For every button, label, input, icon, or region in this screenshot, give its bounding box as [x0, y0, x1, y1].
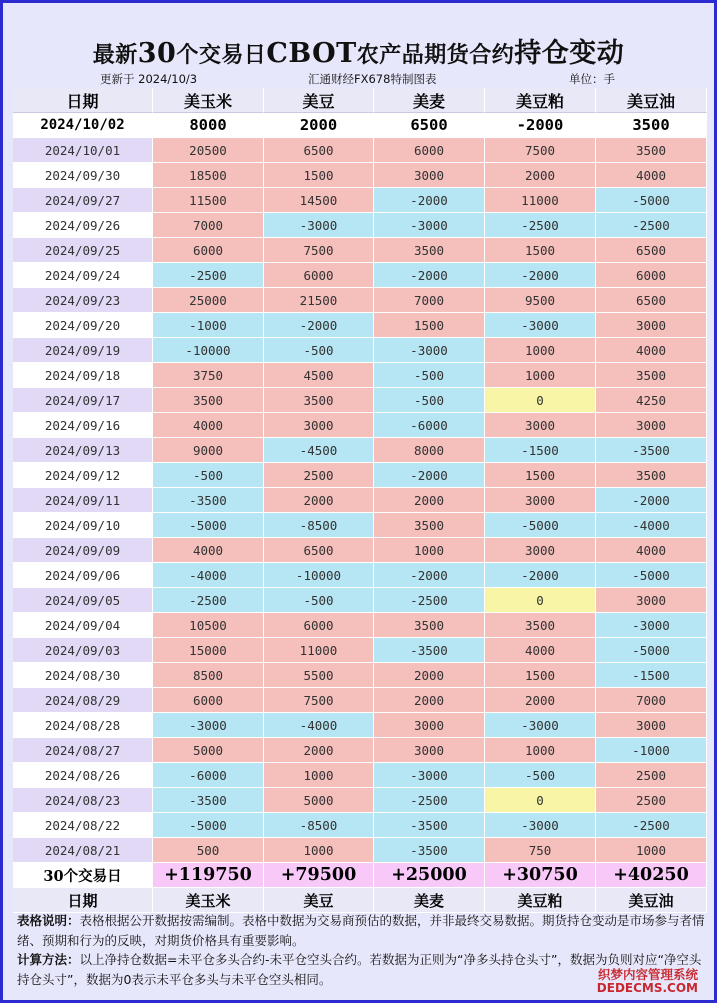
value-cell: 3000 [596, 313, 707, 338]
positions-table [13, 88, 707, 913]
date-cell: 2024/09/16 [13, 413, 153, 438]
date-cell: 2024/09/17 [13, 388, 153, 413]
value-cell: 750 [485, 838, 596, 863]
table-row [13, 138, 707, 163]
value-cell: 25000 [153, 288, 264, 313]
table-row [13, 388, 707, 413]
value-cell: 6000 [264, 263, 374, 288]
value-cell: -3000 [264, 213, 374, 238]
value-cell: 3500 [153, 388, 264, 413]
value-cell: 0 [485, 388, 596, 413]
value-cell: -3000 [374, 338, 485, 363]
value-cell: 1000 [485, 363, 596, 388]
date-cell: 2024/09/03 [13, 638, 153, 663]
column-header: 美玉米 [153, 88, 264, 113]
value-cell: -2500 [485, 213, 596, 238]
table-row [13, 638, 707, 663]
date-cell: 2024/09/09 [13, 538, 153, 563]
date-cell: 2024/09/05 [13, 588, 153, 613]
date-cell: 2024/09/30 [13, 163, 153, 188]
value-cell: 1000 [264, 763, 374, 788]
value-cell: 1500 [264, 163, 374, 188]
value-cell: 9000 [153, 438, 264, 463]
total-cell: +119750 [153, 863, 264, 888]
total-cell: +79500 [264, 863, 374, 888]
footer-row [13, 888, 707, 913]
calc-method: 计算方法：以上净持仓数据=未平仓多头合约-未平仓空头合约。若数据为正则为“净多头持仓头寸”，数据为负则对应“净空头持仓头寸”，数据为0表示未平仓多头与未平仓空头相同。 [17, 952, 702, 987]
value-cell: -4500 [264, 438, 374, 463]
table-row [13, 463, 707, 488]
value-cell: -3000 [485, 713, 596, 738]
value-cell: -2000 [485, 113, 596, 138]
value-cell: 1000 [485, 338, 596, 363]
value-cell: -5000 [596, 563, 707, 588]
value-cell: -3000 [596, 613, 707, 638]
value-cell: -3500 [374, 638, 485, 663]
value-cell: 4000 [596, 538, 707, 563]
value-cell: -4000 [596, 513, 707, 538]
value-cell: -5000 [153, 513, 264, 538]
value-cell: 2000 [485, 163, 596, 188]
value-cell: 1000 [264, 838, 374, 863]
date-cell: 2024/09/10 [13, 513, 153, 538]
column-header: 日期 [13, 88, 153, 113]
value-cell: -3000 [374, 213, 485, 238]
value-cell: -2000 [485, 563, 596, 588]
value-cell: 4500 [264, 363, 374, 388]
value-cell: 2500 [596, 788, 707, 813]
value-cell: 6500 [264, 138, 374, 163]
value-cell: -3500 [596, 438, 707, 463]
value-cell: 11000 [264, 638, 374, 663]
value-cell: 14500 [264, 188, 374, 213]
value-cell: 11000 [485, 188, 596, 213]
value-cell: 5000 [153, 738, 264, 763]
value-cell: 1500 [374, 313, 485, 338]
column-header: 美豆粕 [485, 888, 596, 913]
date-cell: 2024/09/13 [13, 438, 153, 463]
table-row [13, 238, 707, 263]
value-cell: 2000 [374, 488, 485, 513]
date-cell: 2024/09/06 [13, 563, 153, 588]
value-cell: 0 [485, 788, 596, 813]
date-cell: 2024/08/29 [13, 688, 153, 713]
value-cell: 3500 [374, 613, 485, 638]
table-row [13, 838, 707, 863]
value-cell: -3000 [485, 813, 596, 838]
value-cell: 3500 [374, 238, 485, 263]
value-cell: -2000 [374, 463, 485, 488]
column-header: 美玉米 [153, 888, 264, 913]
value-cell: -8500 [264, 513, 374, 538]
column-header: 美豆油 [596, 888, 707, 913]
value-cell: 9500 [485, 288, 596, 313]
value-cell: 3500 [485, 613, 596, 638]
value-cell: 3000 [596, 588, 707, 613]
value-cell: -2000 [264, 313, 374, 338]
value-cell: -2500 [374, 788, 485, 813]
value-cell: -3500 [374, 813, 485, 838]
table-row [13, 363, 707, 388]
date-cell: 2024/09/04 [13, 613, 153, 638]
table-row [13, 438, 707, 463]
page-title: 最新30个交易日CBOT农产品期货合约持仓变动 [92, 38, 625, 69]
value-cell: -500 [153, 463, 264, 488]
value-cell: 7000 [374, 288, 485, 313]
value-cell: 6500 [264, 538, 374, 563]
value-cell: -3000 [485, 313, 596, 338]
value-cell: 2000 [264, 113, 374, 138]
value-cell: 3500 [596, 138, 707, 163]
value-cell: -2000 [374, 188, 485, 213]
date-cell: 2024/09/18 [13, 363, 153, 388]
value-cell: 8000 [153, 113, 264, 138]
value-cell: 3000 [596, 413, 707, 438]
value-cell: 2000 [264, 488, 374, 513]
date-cell: 2024/08/22 [13, 813, 153, 838]
column-header: 美豆粕 [485, 88, 596, 113]
value-cell: 4000 [153, 413, 264, 438]
value-cell: -2000 [374, 263, 485, 288]
date-cell: 2024/10/01 [13, 138, 153, 163]
value-cell: -500 [374, 363, 485, 388]
value-cell: -3000 [153, 713, 264, 738]
date-cell: 2024/08/28 [13, 713, 153, 738]
value-cell: -6000 [374, 413, 485, 438]
value-cell: 3000 [596, 713, 707, 738]
value-cell: 1500 [485, 463, 596, 488]
value-cell: -5000 [485, 513, 596, 538]
value-cell: 0 [485, 588, 596, 613]
value-cell: 4000 [485, 638, 596, 663]
table-row [13, 563, 707, 588]
value-cell: 21500 [264, 288, 374, 313]
value-cell: 1000 [596, 838, 707, 863]
value-cell: 6000 [153, 688, 264, 713]
value-cell: 7500 [264, 688, 374, 713]
value-cell: 3000 [374, 713, 485, 738]
value-cell: -2000 [485, 263, 596, 288]
date-cell: 2024/09/26 [13, 213, 153, 238]
value-cell: 4000 [153, 538, 264, 563]
value-cell: -6000 [153, 763, 264, 788]
date-cell: 2024/09/27 [13, 188, 153, 213]
table-row [13, 813, 707, 838]
value-cell: -2000 [374, 563, 485, 588]
value-cell: -3500 [153, 788, 264, 813]
value-cell: 6000 [374, 138, 485, 163]
value-cell: 2000 [374, 663, 485, 688]
watermark-domain: DEDECMS.COM [596, 981, 698, 995]
unit-label: 单位：手 [569, 72, 615, 86]
value-cell: -2500 [153, 588, 264, 613]
table-row [13, 738, 707, 763]
value-cell: 7500 [485, 138, 596, 163]
value-cell: -1000 [596, 738, 707, 763]
value-cell: 3500 [596, 113, 707, 138]
value-cell: -4000 [264, 713, 374, 738]
table-row [13, 338, 707, 363]
value-cell: 3000 [485, 488, 596, 513]
value-cell: 15000 [153, 638, 264, 663]
value-cell: 3500 [596, 463, 707, 488]
value-cell: -10000 [153, 338, 264, 363]
value-cell: 4250 [596, 388, 707, 413]
value-cell: -500 [264, 338, 374, 363]
date-cell: 2024/09/23 [13, 288, 153, 313]
value-cell: 3500 [264, 388, 374, 413]
table-row [13, 413, 707, 438]
value-cell: -2500 [374, 588, 485, 613]
value-cell: 2000 [485, 688, 596, 713]
totals-label: 30个交易日 [13, 863, 153, 888]
table-row [13, 188, 707, 213]
value-cell: -3500 [374, 838, 485, 863]
value-cell: 10500 [153, 613, 264, 638]
value-cell: -10000 [264, 563, 374, 588]
date-cell: 2024/09/24 [13, 263, 153, 288]
value-cell: 20500 [153, 138, 264, 163]
value-cell: -500 [485, 763, 596, 788]
date-cell: 2024/08/26 [13, 763, 153, 788]
total-cell: +40250 [596, 863, 707, 888]
total-cell: +30750 [485, 863, 596, 888]
value-cell: 11500 [153, 188, 264, 213]
value-cell: -500 [264, 588, 374, 613]
table-row [13, 313, 707, 338]
date-cell: 2024/08/30 [13, 663, 153, 688]
value-cell: 18500 [153, 163, 264, 188]
value-cell: 7000 [153, 213, 264, 238]
table-row [13, 163, 707, 188]
meta-line [3, 71, 714, 87]
table-row [13, 263, 707, 288]
value-cell: 6500 [374, 113, 485, 138]
value-cell: 6500 [596, 238, 707, 263]
column-header: 美豆 [264, 88, 374, 113]
header-row [13, 88, 707, 113]
value-cell: -5000 [596, 188, 707, 213]
table-row [13, 663, 707, 688]
value-cell: 1500 [485, 663, 596, 688]
value-cell: -2000 [596, 488, 707, 513]
date-cell: 2024/09/11 [13, 488, 153, 513]
value-cell: 7000 [596, 688, 707, 713]
value-cell: 7500 [264, 238, 374, 263]
value-cell: 3000 [374, 163, 485, 188]
date-cell: 2024/09/20 [13, 313, 153, 338]
watermark-text: 织梦内容管理系统 [597, 967, 698, 982]
value-cell: -2500 [596, 213, 707, 238]
value-cell: 4000 [596, 163, 707, 188]
date-cell: 2024/09/19 [13, 338, 153, 363]
table-row [13, 488, 707, 513]
column-header: 美豆油 [596, 88, 707, 113]
value-cell: -1500 [596, 663, 707, 688]
value-cell: -1500 [485, 438, 596, 463]
value-cell: -2500 [596, 813, 707, 838]
date-cell: 2024/10/02 [13, 113, 153, 138]
table-row [13, 513, 707, 538]
date-cell: 2024/08/27 [13, 738, 153, 763]
table-row [13, 588, 707, 613]
table-row [13, 288, 707, 313]
value-cell: -2500 [153, 263, 264, 288]
date-cell: 2024/08/23 [13, 788, 153, 813]
updated-date: 更新于 2024/10/3 [100, 72, 198, 86]
total-cell: +25000 [374, 863, 485, 888]
date-cell: 2024/09/25 [13, 238, 153, 263]
value-cell: -5000 [153, 813, 264, 838]
table-description: 表格说明：表格根据公开数据按需编制。表格中数据为交易商预估的数据，并非最终交易数据。期货持仓变动是市场参与者情绪、预期和行为的反映，对期货价格具有重要影响。 [17, 913, 705, 948]
value-cell: 4000 [596, 338, 707, 363]
value-cell: 3000 [485, 538, 596, 563]
value-cell: 6000 [596, 263, 707, 288]
table-row [13, 538, 707, 563]
column-header: 美麦 [374, 88, 485, 113]
value-cell: 500 [153, 838, 264, 863]
value-cell: 6000 [264, 613, 374, 638]
table-row [13, 713, 707, 738]
value-cell: -500 [374, 388, 485, 413]
totals-row [13, 863, 707, 888]
value-cell: 1500 [485, 238, 596, 263]
value-cell: 5000 [264, 788, 374, 813]
table-row [13, 788, 707, 813]
value-cell: -4000 [153, 563, 264, 588]
value-cell: 5500 [264, 663, 374, 688]
value-cell: -1000 [153, 313, 264, 338]
value-cell: 3500 [374, 513, 485, 538]
value-cell: 3500 [596, 363, 707, 388]
table-row [13, 213, 707, 238]
value-cell: 3000 [374, 738, 485, 763]
column-header: 美豆 [264, 888, 374, 913]
value-cell: 8500 [153, 663, 264, 688]
value-cell: -3000 [374, 763, 485, 788]
column-header: 美麦 [374, 888, 485, 913]
column-header: 日期 [13, 888, 153, 913]
table-row [13, 613, 707, 638]
date-cell: 2024/08/21 [13, 838, 153, 863]
value-cell: 1000 [485, 738, 596, 763]
value-cell: 3000 [485, 413, 596, 438]
latest-row [13, 113, 707, 138]
source-label: 汇通财经FX678特制图表 [308, 72, 437, 86]
date-cell: 2024/09/12 [13, 463, 153, 488]
value-cell: 3750 [153, 363, 264, 388]
value-cell: 2500 [596, 763, 707, 788]
value-cell: -5000 [596, 638, 707, 663]
value-cell: 1000 [374, 538, 485, 563]
value-cell: 6500 [596, 288, 707, 313]
value-cell: -8500 [264, 813, 374, 838]
table-row [13, 688, 707, 713]
value-cell: 2000 [374, 688, 485, 713]
table-row [13, 763, 707, 788]
value-cell: 2000 [264, 738, 374, 763]
value-cell: 3000 [264, 413, 374, 438]
value-cell: 6000 [153, 238, 264, 263]
value-cell: 2500 [264, 463, 374, 488]
value-cell: 8000 [374, 438, 485, 463]
value-cell: -3500 [153, 488, 264, 513]
